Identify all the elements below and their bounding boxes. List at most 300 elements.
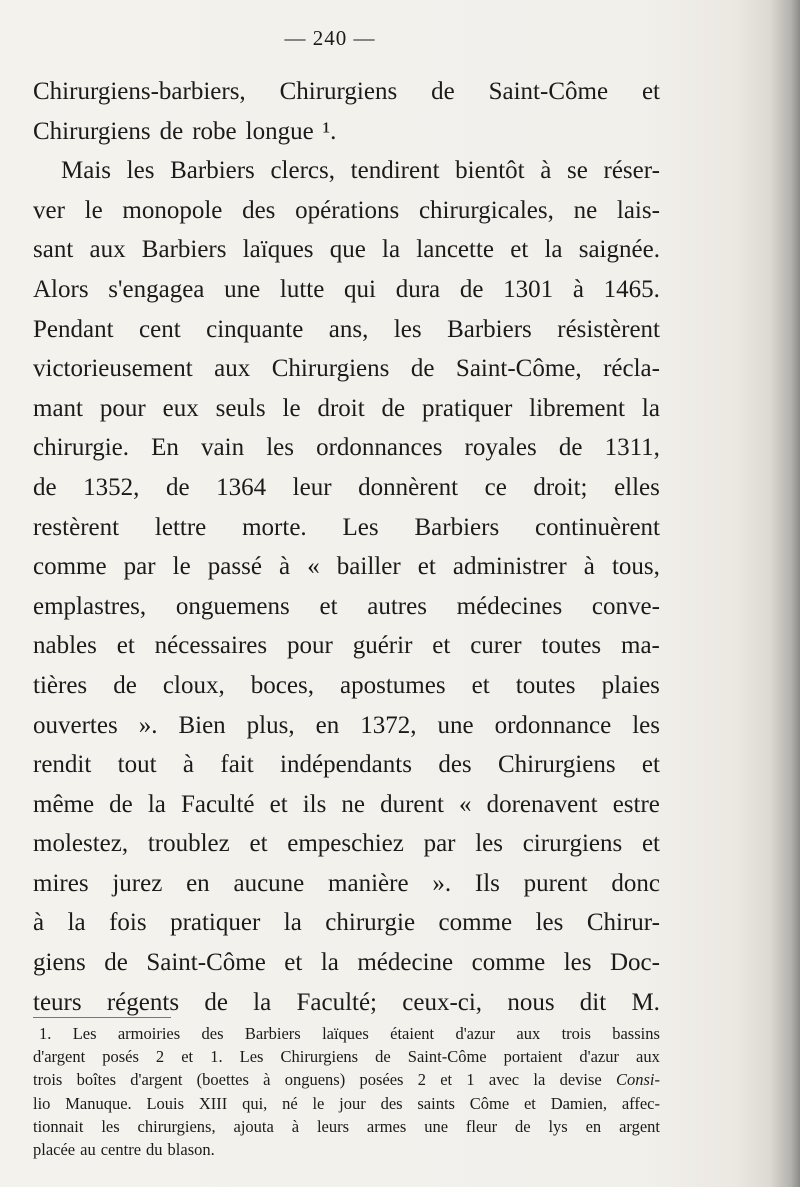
word: 1. bbox=[210, 1047, 223, 1067]
word: de bbox=[431, 78, 455, 105]
word: giens bbox=[33, 949, 86, 977]
word: administrer bbox=[452, 553, 567, 581]
word: né bbox=[282, 1093, 298, 1113]
footnote-line bbox=[33, 1092, 660, 1115]
word: Bien bbox=[178, 711, 226, 739]
text-line bbox=[33, 824, 660, 864]
footnote-line bbox=[33, 1045, 660, 1068]
word: robe bbox=[192, 117, 237, 145]
word: conve- bbox=[591, 592, 660, 620]
word: la bbox=[533, 1070, 546, 1090]
word: affec- bbox=[621, 1093, 660, 1113]
word: emplastres, bbox=[33, 592, 147, 620]
body-text bbox=[33, 72, 660, 1022]
word: par bbox=[123, 553, 156, 581]
word: armoiries bbox=[117, 1024, 181, 1043]
word: aux bbox=[516, 1024, 541, 1043]
word: Chirurgiens bbox=[279, 78, 398, 105]
word: tionnait bbox=[33, 1116, 84, 1136]
text-line bbox=[33, 943, 660, 983]
word: cinquante bbox=[206, 315, 304, 343]
word: dorenavent bbox=[486, 790, 598, 818]
word: la bbox=[253, 988, 272, 1016]
word: 1352, bbox=[83, 473, 140, 501]
text-line bbox=[33, 230, 660, 270]
word: autres bbox=[367, 592, 427, 620]
word: Barbiers bbox=[244, 1024, 301, 1043]
word: posés bbox=[102, 1047, 139, 1067]
word: blason. bbox=[167, 1139, 215, 1159]
text-line bbox=[33, 310, 660, 350]
word: lys bbox=[548, 1116, 568, 1136]
word: une bbox=[224, 275, 261, 303]
word: Barbiers bbox=[447, 315, 532, 343]
word: médecine bbox=[357, 949, 454, 977]
word: chirurgie. bbox=[33, 434, 130, 462]
word: Barbiers bbox=[414, 513, 500, 541]
word: opérations bbox=[295, 196, 400, 224]
text-line bbox=[33, 151, 660, 191]
word: la bbox=[67, 909, 86, 937]
word: ». bbox=[138, 711, 158, 739]
word: ordonnances bbox=[316, 434, 443, 462]
word: nables bbox=[33, 632, 97, 660]
word: ce bbox=[484, 473, 507, 501]
word: ceux-ci, bbox=[402, 988, 483, 1016]
word: armes bbox=[366, 1116, 407, 1136]
word: bientôt bbox=[455, 157, 525, 185]
text-line bbox=[33, 903, 660, 943]
word: le bbox=[84, 196, 103, 224]
word: la bbox=[320, 949, 339, 977]
word: d'argent bbox=[33, 1047, 86, 1067]
word: récla- bbox=[603, 355, 660, 383]
word: toutes bbox=[541, 632, 602, 660]
word: de bbox=[410, 355, 435, 383]
word: comme bbox=[471, 949, 546, 977]
word: lais- bbox=[616, 196, 660, 224]
word: argent bbox=[619, 1116, 660, 1136]
word: 1465. bbox=[603, 275, 660, 303]
word: chirurgiens, bbox=[137, 1116, 216, 1136]
word: cloux, bbox=[162, 671, 225, 699]
word: qui, bbox=[242, 1093, 268, 1113]
word: lutte bbox=[279, 275, 325, 303]
word: devise bbox=[559, 1070, 602, 1090]
word: les bbox=[632, 711, 660, 739]
word: guérir bbox=[352, 632, 413, 660]
word: même bbox=[33, 790, 95, 818]
word: eux bbox=[162, 394, 199, 422]
word: ouvertes bbox=[33, 711, 118, 739]
word: Barbiers bbox=[141, 236, 227, 264]
word: continuèrent bbox=[535, 513, 660, 541]
word: le bbox=[172, 553, 191, 581]
word: à bbox=[263, 1070, 271, 1090]
word: avec bbox=[488, 1070, 520, 1090]
word: passé bbox=[207, 553, 262, 581]
word: jurez bbox=[112, 869, 163, 897]
word: fait bbox=[220, 751, 254, 779]
word: 1. bbox=[39, 1024, 52, 1043]
word: et bbox=[440, 1070, 453, 1090]
word: à bbox=[583, 553, 595, 581]
word: Les bbox=[342, 513, 379, 541]
word: d'azur bbox=[455, 1024, 496, 1043]
word: 1372, bbox=[360, 711, 417, 739]
word: à bbox=[572, 275, 584, 303]
word: boces, bbox=[250, 671, 314, 699]
word: la bbox=[147, 790, 166, 818]
word: les bbox=[266, 434, 294, 462]
word: comme bbox=[438, 909, 513, 937]
word: plaies bbox=[601, 671, 660, 699]
word: leur bbox=[292, 473, 332, 501]
text-line bbox=[33, 587, 660, 627]
word: chirurgicales, bbox=[418, 196, 554, 224]
word: et bbox=[641, 830, 660, 858]
word: fois bbox=[109, 909, 147, 937]
word: dit bbox=[579, 988, 607, 1016]
word: régents bbox=[106, 988, 180, 1016]
footnote-italic-word: Consi- bbox=[615, 1070, 660, 1090]
word: morte. bbox=[242, 513, 307, 541]
word: et bbox=[641, 751, 660, 779]
word: restèrent bbox=[33, 513, 120, 541]
word: d'azur bbox=[579, 1047, 619, 1067]
word: Louis bbox=[146, 1093, 185, 1113]
word: ajouta bbox=[233, 1116, 274, 1136]
word: et bbox=[284, 949, 303, 977]
word: comme bbox=[33, 553, 107, 581]
text-line bbox=[33, 112, 660, 152]
word: Chirurgiens bbox=[271, 355, 390, 383]
word: onguens) bbox=[284, 1070, 346, 1090]
word: « bbox=[307, 553, 320, 581]
footnote-divider bbox=[33, 1017, 171, 1018]
word: teurs bbox=[33, 988, 82, 1016]
word: se bbox=[567, 157, 588, 185]
word: résistèrent bbox=[557, 315, 660, 343]
word: la bbox=[641, 394, 660, 422]
text-line bbox=[33, 626, 660, 666]
word: le bbox=[282, 394, 301, 422]
word: donnèrent bbox=[358, 473, 459, 501]
word: Doc- bbox=[609, 949, 660, 977]
word: Chirurgiens-barbiers, bbox=[33, 78, 246, 105]
word: Ils bbox=[474, 869, 500, 897]
word: aux bbox=[214, 355, 251, 383]
word: trois bbox=[561, 1024, 591, 1043]
word: toutes bbox=[515, 671, 576, 699]
word: Chirurgiens bbox=[33, 117, 151, 145]
page-edge-shadow bbox=[770, 0, 800, 1187]
word: durent bbox=[380, 790, 444, 818]
word: donc bbox=[611, 869, 660, 897]
word: pour bbox=[99, 394, 146, 422]
word: en bbox=[315, 711, 340, 739]
word: mant bbox=[33, 394, 83, 422]
word: XIII bbox=[198, 1093, 228, 1113]
word: qui bbox=[344, 275, 376, 303]
word: Faculté; bbox=[296, 988, 377, 1016]
word: bassins bbox=[612, 1024, 660, 1043]
word: En bbox=[151, 434, 179, 462]
word: Manuque. bbox=[65, 1093, 132, 1113]
word: de bbox=[204, 988, 228, 1016]
word: estre bbox=[612, 790, 660, 818]
word: Chirurgiens bbox=[280, 1047, 359, 1067]
word: ¹. bbox=[322, 117, 337, 145]
word: nécessaires bbox=[154, 632, 268, 660]
word: en bbox=[186, 869, 210, 897]
word: Côme bbox=[469, 1093, 510, 1113]
word: posées bbox=[359, 1070, 404, 1090]
word: jour bbox=[339, 1093, 366, 1113]
word: de bbox=[104, 949, 128, 977]
word: centre bbox=[100, 1139, 142, 1159]
word: à bbox=[291, 1116, 300, 1136]
word: laïques bbox=[322, 1024, 369, 1043]
word: que bbox=[329, 236, 366, 264]
word: tendirent bbox=[350, 157, 440, 185]
word: à bbox=[182, 751, 195, 779]
word: chirurgie bbox=[325, 909, 416, 937]
text-line bbox=[33, 72, 660, 112]
word: Saint-Côme bbox=[146, 949, 266, 977]
word: pratiquer bbox=[170, 909, 261, 937]
text-line bbox=[33, 389, 660, 429]
word: étaient bbox=[390, 1024, 435, 1043]
word: 1 bbox=[466, 1070, 475, 1090]
word: et bbox=[432, 632, 451, 660]
word: Mais bbox=[61, 157, 111, 185]
word: ne bbox=[341, 790, 365, 818]
word: les bbox=[101, 1116, 120, 1136]
word: 1364 bbox=[216, 473, 267, 501]
word: les bbox=[126, 157, 155, 185]
word: les bbox=[535, 909, 564, 937]
text-line bbox=[33, 191, 660, 231]
word: la bbox=[283, 909, 302, 937]
word: Saint-Côme bbox=[488, 78, 609, 105]
text-line bbox=[33, 270, 660, 310]
word: apostumes bbox=[340, 671, 446, 699]
word: Les bbox=[72, 1024, 97, 1043]
word: de bbox=[459, 275, 484, 303]
word: à bbox=[540, 157, 552, 185]
footnote-line bbox=[33, 1115, 660, 1138]
word: clercs, bbox=[270, 157, 335, 185]
word: Pendant bbox=[33, 315, 114, 343]
word: 1301 bbox=[503, 275, 554, 303]
word: des bbox=[242, 196, 276, 224]
word: le bbox=[312, 1093, 325, 1113]
word: 2 bbox=[417, 1070, 426, 1090]
word: s'engagea bbox=[108, 275, 205, 303]
word: lancette bbox=[416, 236, 495, 264]
word: et bbox=[510, 236, 529, 264]
word: des bbox=[438, 751, 472, 779]
word: leurs bbox=[316, 1116, 350, 1136]
word: de bbox=[33, 473, 57, 501]
word: la bbox=[544, 236, 563, 264]
word: plus, bbox=[246, 711, 295, 739]
word: purent bbox=[523, 869, 588, 897]
word: en bbox=[585, 1116, 602, 1136]
footnote-line bbox=[33, 1022, 660, 1045]
word: de bbox=[113, 671, 137, 699]
word: lettre bbox=[154, 513, 207, 541]
word: de bbox=[514, 1116, 531, 1136]
word: Saint-Côme, bbox=[455, 355, 582, 383]
footnote bbox=[33, 1022, 660, 1161]
text-line bbox=[33, 666, 660, 706]
word: et bbox=[641, 78, 660, 105]
word: de bbox=[558, 434, 583, 462]
word: de bbox=[165, 473, 190, 501]
word: laïques bbox=[242, 236, 314, 264]
word: indépendants bbox=[280, 751, 412, 779]
word: médecines bbox=[456, 592, 563, 620]
word: nous bbox=[507, 988, 555, 1016]
word: Barbiers bbox=[170, 157, 255, 185]
word: ne bbox=[573, 196, 598, 224]
word: empeschiez bbox=[287, 830, 404, 858]
word: bailler bbox=[336, 553, 401, 581]
word: et bbox=[523, 1093, 536, 1113]
word: royales bbox=[464, 434, 537, 462]
word: droit; bbox=[533, 473, 588, 501]
word: aux bbox=[89, 236, 126, 264]
word: 2 bbox=[155, 1047, 165, 1067]
word: elles bbox=[614, 473, 660, 501]
word: Chirurgiens bbox=[497, 751, 616, 779]
word: lio bbox=[33, 1093, 51, 1113]
word: molestez, bbox=[33, 830, 129, 858]
word: rendit bbox=[33, 751, 92, 779]
word: placée bbox=[33, 1139, 76, 1159]
word: une bbox=[437, 711, 474, 739]
word: saints bbox=[417, 1093, 455, 1113]
word: tous, bbox=[611, 553, 660, 581]
word: les bbox=[563, 949, 592, 977]
word: dura bbox=[395, 275, 441, 303]
word: Alors bbox=[33, 275, 89, 303]
word: de bbox=[381, 394, 406, 422]
word: tout bbox=[117, 751, 157, 779]
word: et bbox=[249, 830, 268, 858]
text-line bbox=[33, 785, 660, 825]
word: au bbox=[80, 1139, 96, 1159]
text-line bbox=[33, 745, 660, 785]
text-line bbox=[33, 428, 660, 468]
word: M. bbox=[631, 988, 660, 1016]
word: saignée. bbox=[578, 236, 660, 264]
word: ». bbox=[432, 869, 452, 897]
word: du bbox=[146, 1139, 163, 1159]
word: portaient bbox=[503, 1047, 563, 1067]
footnote-line bbox=[33, 1068, 660, 1091]
word: seuls bbox=[215, 394, 266, 422]
word: ma- bbox=[621, 632, 660, 660]
word: vain bbox=[201, 434, 245, 462]
word: monopole bbox=[122, 196, 223, 224]
word: par bbox=[423, 830, 456, 858]
word: et bbox=[319, 592, 338, 620]
word: Les bbox=[239, 1047, 264, 1067]
word: ans, bbox=[328, 315, 369, 343]
word: pour bbox=[287, 632, 333, 660]
word: onguemens bbox=[175, 592, 290, 620]
word: et bbox=[269, 790, 288, 818]
word: « bbox=[459, 790, 472, 818]
word: et bbox=[417, 553, 436, 581]
word: aux bbox=[636, 1047, 660, 1067]
word: et bbox=[181, 1047, 194, 1067]
word: sant bbox=[33, 236, 74, 264]
word: des bbox=[201, 1024, 224, 1043]
word: fleur bbox=[465, 1116, 498, 1136]
word: à bbox=[33, 909, 45, 937]
word: de bbox=[109, 790, 133, 818]
word: boîtes bbox=[76, 1070, 117, 1090]
word: aucune bbox=[233, 869, 305, 897]
text-line bbox=[33, 706, 660, 746]
word: les bbox=[475, 830, 503, 858]
text-line bbox=[33, 468, 660, 508]
word: pratiquer bbox=[422, 394, 513, 422]
word: manière bbox=[328, 869, 409, 897]
word: Chirur- bbox=[586, 909, 660, 937]
text-line bbox=[33, 349, 660, 389]
word: victorieusement bbox=[33, 355, 193, 383]
word: la bbox=[382, 236, 401, 264]
word: Damien, bbox=[550, 1093, 608, 1113]
word: troublez bbox=[147, 830, 230, 858]
word: librement bbox=[529, 394, 625, 422]
word: droit bbox=[317, 394, 365, 422]
word: des bbox=[380, 1093, 403, 1113]
word: ils bbox=[302, 790, 327, 818]
word: et bbox=[116, 632, 135, 660]
word: d'argent bbox=[130, 1070, 183, 1090]
word: les bbox=[393, 315, 422, 343]
word: tières bbox=[33, 671, 88, 699]
text-line bbox=[33, 864, 660, 904]
word: réser- bbox=[603, 157, 660, 185]
word: Faculté bbox=[180, 790, 255, 818]
word: et bbox=[471, 671, 490, 699]
word: à bbox=[279, 553, 291, 581]
word: de bbox=[375, 1047, 391, 1067]
word: de bbox=[159, 117, 184, 145]
text-line bbox=[33, 508, 660, 548]
word: mires bbox=[33, 869, 89, 897]
footnote-line bbox=[33, 1138, 660, 1161]
word: 1311, bbox=[604, 434, 660, 462]
word: curer bbox=[470, 632, 522, 660]
word: ver bbox=[33, 196, 65, 224]
word: Saint-Côme bbox=[407, 1047, 487, 1067]
page-number: — 240 — bbox=[284, 26, 376, 50]
word: cent bbox=[139, 315, 181, 343]
word: ordonnance bbox=[494, 711, 612, 739]
word: cirurgiens bbox=[522, 830, 623, 858]
word: trois bbox=[33, 1070, 63, 1090]
text-line bbox=[33, 547, 660, 587]
word: (boettes bbox=[196, 1070, 249, 1090]
